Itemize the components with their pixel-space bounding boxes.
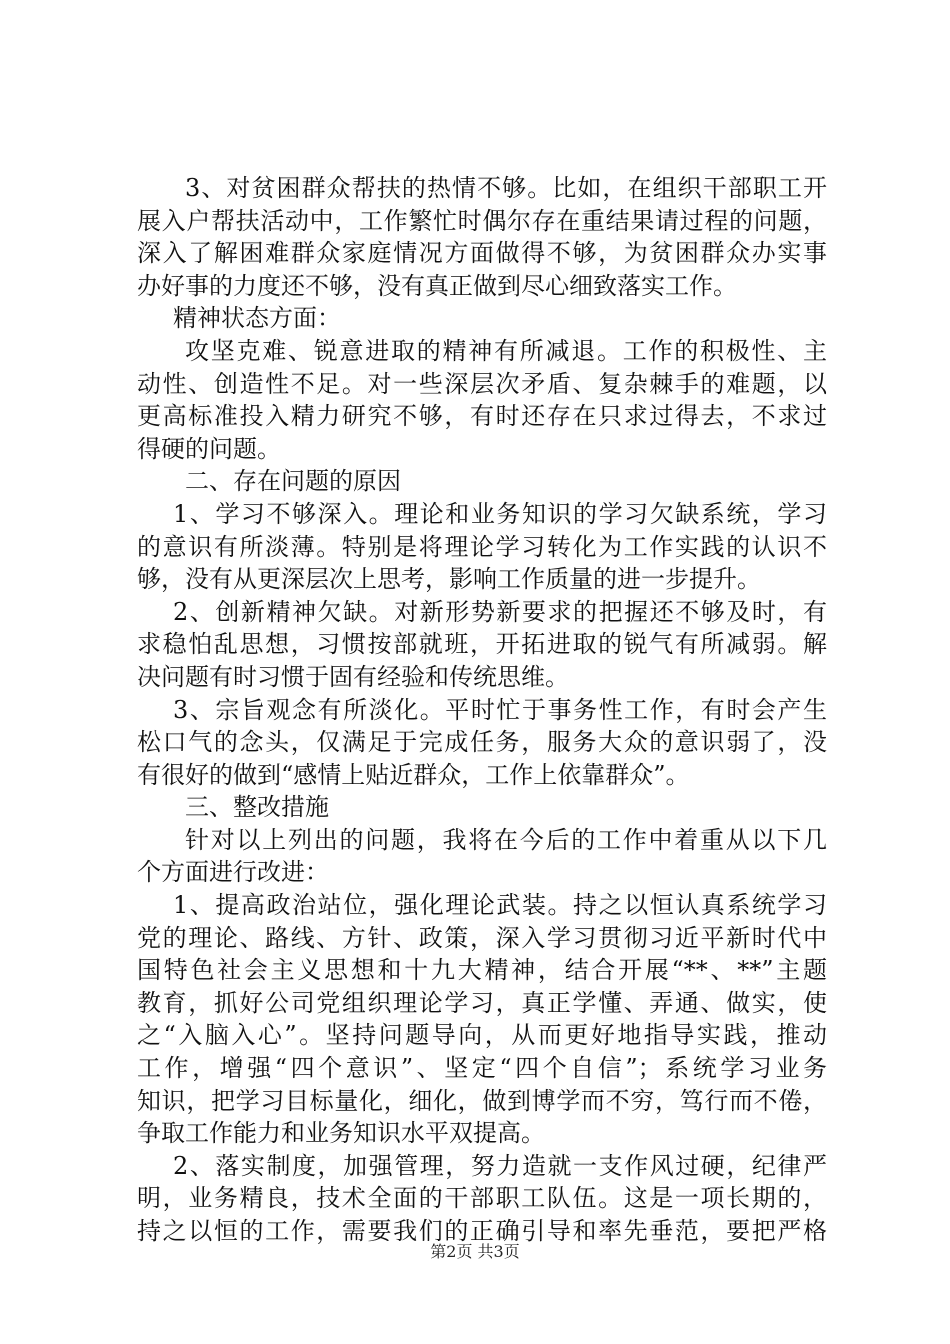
paragraph-line: 的意识有所淡薄。特别是将理论学习转化为工作实践的认识不	[137, 532, 827, 561]
section-heading: 二、存在问题的原因	[185, 467, 401, 496]
paragraph-line: 知识，把学习目标量化，细化，做到博学而不穷，笃行而不倦，	[137, 1086, 827, 1115]
paragraph-line: 个方面进行改进：	[137, 858, 329, 887]
paragraph-line: 有很好的做到“感情上贴近群众，工作上依靠群众”。	[137, 760, 690, 789]
paragraph-line: 针对以上列出的问题，我将在今后的工作中着重从以下几	[185, 825, 827, 854]
section-heading: 精神状态方面：	[173, 304, 341, 333]
paragraph-line: 之“入脑入心”。坚持问题导向，从而更好地指导实践，推动	[137, 1021, 827, 1050]
paragraph-line: 3、对贫困群众帮扶的热情不够。比如，在组织干部职工开	[185, 174, 827, 202]
paragraph-line: 求稳怕乱思想，习惯按部就班，开拓进取的锐气有所减弱。解	[137, 630, 827, 659]
paragraph-line: 深入了解困难群众家庭情况方面做得不够，为贫困群众办实事	[137, 239, 827, 268]
paragraph-line: 够，没有从更深层次上思考，影响工作质量的进一步提升。	[137, 565, 761, 594]
paragraph-line: 国特色社会主义思想和十九大精神，结合开展“**、**”主题	[137, 956, 827, 985]
paragraph-line: 工作，增强“四个意识”、坚定“四个自信”；系统学习业务	[137, 1054, 827, 1083]
page-footer	[0, 1242, 950, 1262]
paragraph-line: 攻坚克难、锐意进取的精神有所减退。工作的积极性、主	[185, 336, 827, 365]
paragraph-line: 2、创新精神欠缺。对新形势新要求的把握还不够及时，有	[173, 597, 827, 626]
paragraph-line: 更高标准投入精力研究不够，有时还存在只求过得去，不求过	[137, 402, 827, 431]
paragraph-line: 办好事的力度还不够，没有真正做到尽心细致落实工作。	[137, 271, 737, 300]
paragraph-line: 明，业务精良，技术全面的干部职工队伍。这是一项长期的，	[137, 1184, 827, 1213]
paragraph-line: 决问题有时习惯于固有经验和传统思维。	[137, 662, 569, 691]
paragraph-line: 1、学习不够深入。理论和业务知识的学习欠缺系统，学习	[173, 499, 827, 528]
paragraph-line: 持之以恒的工作，需要我们的正确引导和率先垂范，要把严格	[137, 1217, 827, 1245]
section-heading: 三、整改措施	[185, 793, 329, 822]
paragraph-line: 2、落实制度，加强管理，努力造就一支作风过硬，纪律严	[173, 1151, 827, 1180]
paragraph-line: 党的理论、路线、方针、政策，深入学习贯彻习近平新时代中	[137, 923, 827, 952]
paragraph-line: 1、提高政治站位，强化理论武装。持之以恒认真系统学习	[173, 891, 827, 920]
page-number-info: 第2页 共3页	[430, 1242, 520, 1261]
document-body	[137, 172, 827, 1248]
paragraph-line: 争取工作能力和业务知识水平双提高。	[137, 1119, 545, 1148]
paragraph-line: 教育，抓好公司党组织理论学习，真正学懂、弄通、做实，使	[137, 988, 827, 1017]
paragraph-line: 3、宗旨观念有所淡化。平时忙于事务性工作，有时会产生	[173, 695, 827, 724]
paragraph-line: 得硬的问题。	[137, 434, 281, 463]
paragraph-line: 动性、创造性不足。对一些深层次矛盾、复杂棘手的难题，以	[137, 369, 827, 398]
paragraph-line: 展入户帮扶活动中，工作繁忙时偶尔存在重结果请过程的问题，	[137, 206, 827, 235]
paragraph-line: 松口气的念头，仅满足于完成任务，服务大众的意识弱了，没	[137, 728, 827, 757]
